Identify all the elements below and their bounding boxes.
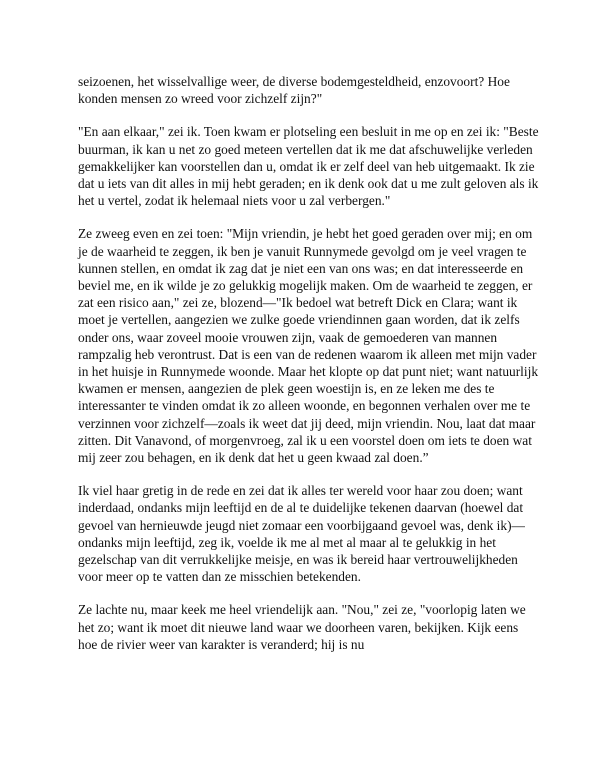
document-page <box>78 73 540 653</box>
paragraph-4: Ik viel haar gretig in de rede en zei dat ik alles ter wereld voor haar zou doen; want inderdaad, ondanks mijn leeftijd en de al te duidelijke tekenen daarvan (hoewel dat gevoel van hernieuwde jeugd niet zomaar een voorbijgaand gevoel was, denk ik)—ondanks mijn leeftijd, zeg ik, voelde ik me al met al maar al te gelukkig in het gezelschap van dit verrukkelijke meisje, en was ik bereid haar vertrouwelijkheden voor meer op te vatten dan ze misschien betekenden. <box>78 483 525 585</box>
paragraph-3: Ze zweeg even en zei toen: "Mijn vriendin, je hebt het goed geraden over mij; en om je de waarheid te zeggen, ik ben je vanuit Runnymede gevolgd om je veel vragen te kunnen stellen, en omdat ik zag dat je niet een van ons was; en dat interesseerde en beviel me, en ik wilde je zo gelukkig mogelijk maken. Om de waarheid te zeggen, er zat een risico aan," zei ze, blozend—"Ik bedoel wat betreft Dick en Clara; want ik moet je vertellen, aangezien we zulke goede vriendinnen gaan worden, dat ik zelfs onder ons, waar zoveel mooie vrouwen zijn, vaak de gemoederen van mannen rampzalig heb verontrust. Dat is een van de redenen waarom ik alleen met mijn vader in het huisje in Runnymede woonde. Maar het klopte op dat punt niet; want natuurlijk kwamen er mensen, aangezien de plek geen woestijn is, en ze leken me des te interessanter te vinden omdat ik zo alleen woonde, en begonnen verhalen over me te verzinnen voor zichzelf—zoals ik weet dat jij deed, mijn vriendin. Nou, laat dat maar zitten. Dit Vanavond, of morgenvroeg, zal ik u een voorstel doen om iets te doen wat mij zeer zou behagen, en ik denk dat het u geen kwaad zal doen.” <box>78 226 539 466</box>
paragraph-2: "En aan elkaar," zei ik. Toen kwam er plotseling een besluit in me op en zei ik: "Beste buurman, ik kan u net zo goed meteen vertellen dat ik me dat afschuwelijke verleden gemakkelijker kan voorstellen dan u, omdat ik er zelf deel van heb uitgemaakt. Ik zie dat u iets van dit alles in mij hebt geraden; en ik denk ook dat u me zult geloven als ik het u vertel, zodat ik helemaal niets voor u zal verbergen." <box>78 124 539 209</box>
paragraph-5: Ze lachte nu, maar keek me heel vriendelijk aan. "Nou," zei ze, "voorlopig laten we het zo; want ik moet dit nieuwe land waar we doorheen varen, bekijken. Kijk eens hoe de rivier weer van karakter is veranderd; hij is nu <box>78 602 526 652</box>
paragraph-1: seizoenen, het wisselvallige weer, de diverse bodemgesteldheid, enzovoort? Hoe konden mensen zo wreed voor zichzelf zijn?" <box>78 74 510 107</box>
